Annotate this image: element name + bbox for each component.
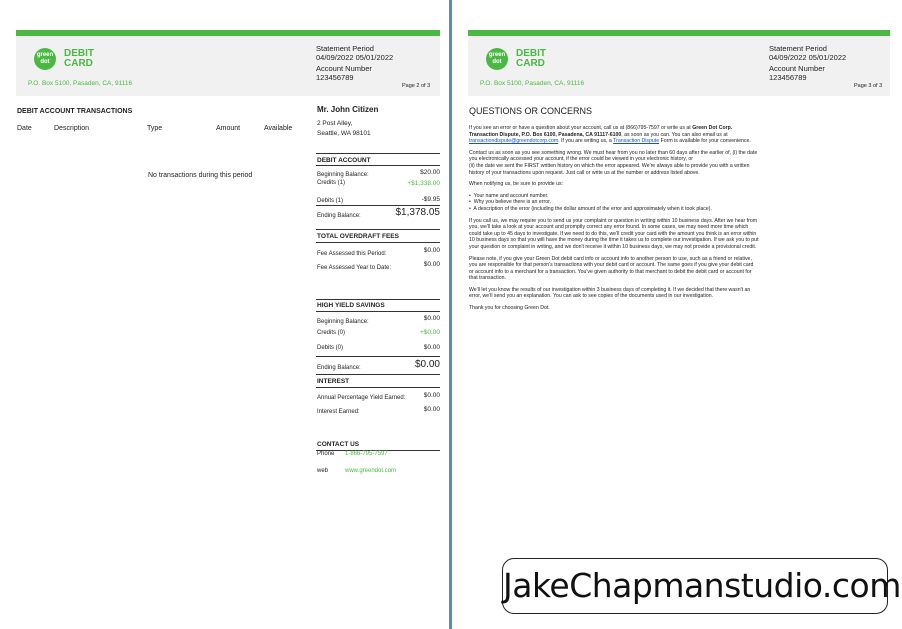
questions-paragraph-5: Please note, if you give your Green Dot debit card info or account info to another person to use, such as a friend or relative, you are responsible for that person's transactions with your debit card or account. The same goes if you give your debit card or account info to a merchant for a transaction. You've given authority to that merchant to debit the debit card or account for that transaction. [469,255,754,282]
green-dot-logo-icon: green dot [486,48,508,70]
questions-paragraph-2b: (ii) the date we sent the FIRST written history on which the error appeared. We're always able to provide you with a written history of your transactions upon request. Just call or write us at the number or address listed above. [469,162,750,176]
questions-paragraph-1 [469,125,759,145]
statement-info [316,44,393,82]
bullet-item: • Why you believe there is an error. [469,199,551,206]
savings-debits-value: $0.00 [423,344,440,351]
interest-earned-value: $0.00 [423,406,440,413]
questions-paragraph-7: Thank you for choosing Green Dot. [469,305,550,312]
brand-name [64,49,94,69]
savings-credits-value: +$0.00 [419,329,440,336]
page-number: Page 3 of 3 [854,83,883,89]
notification-bullets [469,193,759,213]
questions-paragraph-4: If you call us, we may require you to send us your complaint or question in writing within 10 business days. After we hear from you, we'll take a look at your account and promptly correct any error found. In some cases, we may need more time which could take up to 45 days to investigate. If we need to do this, we'll credit your card with the amount you think is an error within 10 business days so that you will have the money during the time it takes us to complete our investigation. If we ask you to put your question or complaint in writing, and we don't receive it within 10 business days, we may not provide a provisional credit. [469,217,759,250]
statement-info [769,44,846,82]
contact-phone-value[interactable]: 1-866-795-7597 [345,451,388,457]
statement-page-2 [0,0,449,629]
savings-debits-label: Debits (0) [317,345,344,351]
p1-text-b: , as soon as you can. You can also email us at [621,131,728,138]
overdraft-ytd-value: $0.00 [423,261,440,268]
rule-debit-ending [316,205,440,206]
rule-interest-top [316,374,440,375]
company-address: P.O. Box 5100, Pasaden, CA, 91116 [480,80,585,87]
customer-city: Seattle, WA 98101 [317,130,371,137]
contact-web-link[interactable]: www.greendot.com [345,468,397,474]
dispute-email-link[interactable]: transactiondispute@greendotcorp.com [469,138,559,145]
account-number: 123456789 [316,73,354,82]
account-number-label: Account Number [316,64,372,73]
bullet-item: • Your name and account number. [469,192,549,199]
watermark-banner: JakeChapmanstudio.com [502,558,888,614]
statement-period: 04/09/2022 05/01/2022 [769,53,847,62]
interest-apy-label: Annual Percentage Yield Earned: [317,395,406,401]
brand-line-1: DEBIT [516,48,546,59]
bullet-item: • A description of the error (including the dollar amount of the error and approximately when it took place). [469,205,712,212]
rule-savings-top [316,299,440,300]
savings-credits-label: Credits (0) [317,330,346,336]
rule-overdraft-under [316,242,440,243]
green-dot-logo-icon: green dot [34,48,56,70]
p1-text-a: If you see an error or have a question about your account, call us at (866)795-7597 or write us at [469,125,693,131]
no-transactions-message: No transactions during this period [148,172,253,179]
column-available: Available [264,125,293,132]
debit-ending-label: Ending Balance: [317,213,361,219]
column-date: Date [17,125,32,132]
brand-line-2: CARD [516,58,545,69]
questions-paragraph-3: When notifying us, be sure to provide us: [469,181,564,188]
customer-street: 2 Post Alley, [317,120,353,127]
interest-title: INTEREST [317,378,350,385]
rule-debit-top [316,153,440,154]
questions-title: QUESTIONS OR CONCERNS [469,106,593,116]
column-type: Type [147,125,163,132]
savings-ending-value: $0.00 [414,359,440,370]
statement-period-label: Statement Period [769,44,827,53]
savings-title: HIGH YIELD SAVINGS [317,302,385,309]
brand-line-2: CARD [64,58,93,69]
contact-phone-label: Phone [317,451,335,457]
statement-header [468,36,890,96]
questions-paragraph-2: Contact us as soon as you see something wrong. We must hear from you no later than 60 days after the earlier of, (i) the date you electronically accessed your account, if the error could be viewed in your electronic history, or [469,149,758,163]
debit-beginning-label: Beginning Balance: [317,172,369,178]
contact-web-label: web [317,468,329,474]
overdraft-period-label: Fee Assessed this Period: [317,251,387,257]
overdraft-title: TOTAL OVERDRAFT FEES [317,233,399,240]
debit-account-title: DEBIT ACCOUNT [317,157,371,164]
statement-period: 04/09/2022 05/01/2022 [316,53,394,62]
p1-text-d: Form is available for your convenience. [659,138,751,145]
interest-earned-label: Interest Earned: [317,409,360,415]
questions-paragraph-6: We'll let you know the results of our investigation within 3 business days of completing it. If we decided that there wasn't an error, we'll send you an explanation. You can ask to see copies of the documents used in our investigation. [469,286,751,300]
rule-savings-under [316,311,440,312]
savings-ending-label: Ending Balance: [317,365,361,371]
transactions-title: DEBIT ACCOUNT TRANSACTIONS [17,108,133,115]
debit-ending-value: $1,378.05 [395,207,440,218]
debit-debits-label: Debits (1) [317,198,344,204]
rule-savings-ending [316,356,440,357]
transaction-dispute-form-link[interactable]: Transaction Dispute [613,138,660,145]
savings-beginning-value: $0.00 [423,315,440,322]
brand-line-1: DEBIT [64,48,94,59]
overdraft-ytd-label: Fee Assessed Year to Date: [317,265,392,271]
rule-overdraft-top [316,229,440,230]
overdraft-period-value: $0.00 [423,247,440,254]
debit-beginning-value: $20.00 [420,169,440,176]
page-number: Page 2 of 3 [402,83,431,89]
p1-text-c: . If you are writing us, a [558,138,614,145]
account-number: 123456789 [769,73,807,82]
debit-credits-value: +$1,338.00 [407,180,440,187]
brand-name [516,49,546,69]
company-address: P.O. Box 5100, Pasaden, CA, 91116 [28,80,133,87]
interest-apy-value: $0.00 [423,392,440,399]
debit-credits-label: Credits (1) [317,180,346,186]
rule-debit-under [316,165,440,166]
statement-period-label: Statement Period [316,44,374,53]
rule-interest-under [316,387,440,388]
debit-debits-value: -$9.95 [421,196,440,203]
statement-page-3 [452,0,902,629]
questions-body [469,125,759,317]
column-description: Description [54,125,90,132]
contact-title: CONTACT US [317,441,360,448]
dispute-address: Green Dot Corp. Transaction Dispute, P.O. Box 6100, Pasadena, CA 91117-6100 [469,125,733,138]
savings-beginning-label: Beginning Balance: [317,319,369,325]
column-amount: Amount [216,125,241,132]
customer-name: Mr. John Citizen [317,105,379,114]
statement-header [16,36,440,96]
account-number-label: Account Number [769,64,825,73]
